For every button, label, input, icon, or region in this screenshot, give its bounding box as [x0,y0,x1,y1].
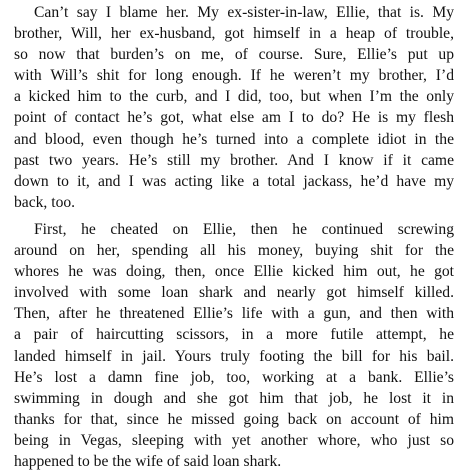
text-line: First, he cheated on Ellie, then he continued screwing [34,220,454,238]
text-line: past two years. He’s still my brother. And I know if it came [14,151,454,169]
paragraph-1 [14,2,454,213]
text-line: back, too. [14,193,76,211]
text-line: a kicked him to the curb, and I did, too, but when I’m the only [14,88,454,106]
text-line: He’s lost a damn fine job, too, working at a bank. Ellie’s [14,368,454,386]
text-line: a pair of haircutting scissors, in a more futile attempt, he [14,326,454,344]
text-line: so now that burden’s on me, of course. Sure, Ellie’s put up [14,46,454,64]
text-line: Then, after he threatened Ellie’s life with a gun, and then with [14,305,454,323]
text-line: down to it, and I was acting like a total jackass, he’d have my [14,172,454,190]
text-line: brother, Will, her ex-husband, got himself in a heap of trouble, [14,25,454,43]
paragraph-2 [14,219,454,472]
text-line: landed himself in jail. Yours truly footing the bill for his bail. [14,347,454,365]
text-line: involved with some loan shark and nearly got himself killed. [14,284,454,302]
text-line: around on her, spending all his money, buying shit for the [14,242,454,260]
text-line: Can’t say I blame her. My ex-sister-in-law, Ellie, that is. My [34,4,454,21]
text-line: thanks for that, since he missed going back on account of him [14,410,454,428]
text-line: happened to be the wife of said loan shark. [14,452,282,470]
text-line: with Will’s shit for long enough. If he weren’t my brother, I’d [14,67,454,85]
book-page [14,2,454,472]
text-line: swimming in dough and she got him that job, he lost it in [14,389,454,407]
text-line: and blood, even though he’s turned into a complete idiot in the [14,130,454,148]
text-line: point of contact he’s got, what else am I to do? He is my flesh [14,109,454,127]
text-line: whores he was doing, then, once Ellie kicked him out, he got [14,263,454,281]
text-line: being in Vegas, sleeping with yet another whore, who just so [14,431,454,449]
